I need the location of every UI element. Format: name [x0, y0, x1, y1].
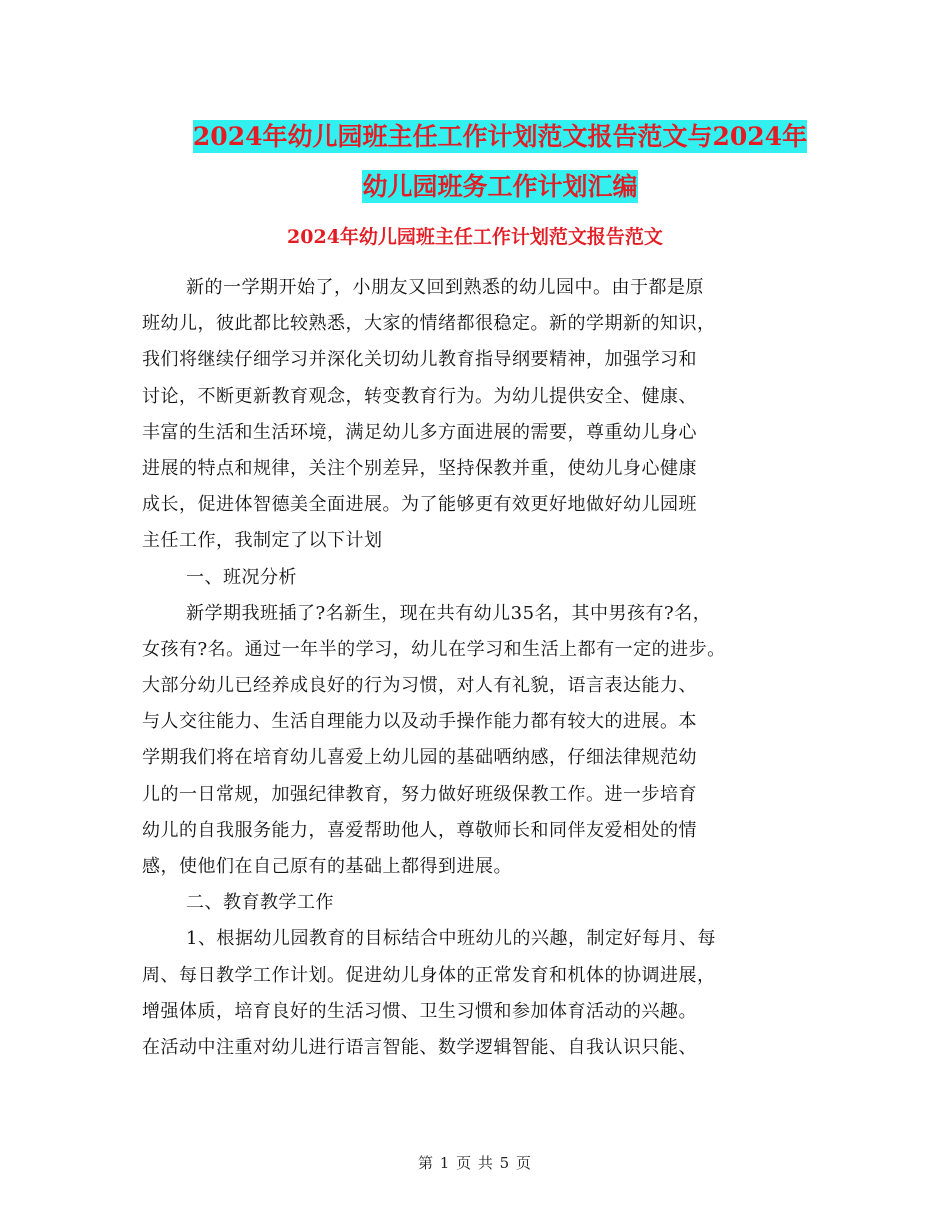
- body-line: 主任工作，我制定了以下计划: [142, 530, 383, 552]
- body-text: [142, 270, 810, 1066]
- body-line: 与人交往能力、生活自理能力以及动手操作能力都有较大的进展。本: [142, 711, 697, 733]
- body-line: 增强体质，培育良好的生活习惯、卫生习惯和参加体育活动的兴趣。: [142, 1000, 697, 1022]
- section-title: 2024年幼儿园班主任工作计划范文报告范文: [287, 226, 663, 248]
- body-line: 丰富的生活和生活环境，满足幼儿多方面进展的需要，尊重幼儿身心: [142, 421, 697, 443]
- body-line: 学期我们将在培育幼儿喜爱上幼儿园的基础哂纳感，仔细法律规范幼: [142, 747, 697, 769]
- body-line: 成长，促进体智德美全面进展。为了能够更有效更好地做好幼儿园班: [142, 494, 697, 516]
- section-heading: 二、教育教学工作: [186, 892, 334, 914]
- body-line: 新学期我班插了?名新生，现在共有幼儿35名，其中男孩有?名，: [186, 602, 712, 624]
- body-line: 感，使他们在自己原有的基础上都得到进展。: [142, 856, 512, 877]
- title-line-1: 2024年幼儿园班主任工作计划范文报告范文与2024年: [192, 122, 808, 151]
- section-heading: 一、班况分析: [186, 566, 297, 588]
- body-line: 在活动中注重对幼儿进行语言智能、数学逻辑智能、自我认识只能、: [142, 1036, 697, 1058]
- body-line: 班幼儿，彼此都比较熟悉，大家的情绪都很稳定。新的学期新的知识，: [142, 313, 716, 335]
- body-line: 进展的特点和规律，关注个别差异，坚持保教并重，使幼儿身心健康: [142, 457, 697, 479]
- body-line: 新的一学期开始了，小朋友又回到熟悉的幼儿园中。由于都是原: [186, 277, 704, 298]
- body-line: 女孩有?名。通过一年半的学习，幼儿在学习和生活上都有一定的进步。: [142, 638, 726, 660]
- body-line: 我们将继续仔细学习并深化关切幼儿教育指导纲要精神，加强学习和: [142, 349, 697, 371]
- body-line: 儿的一日常规，加强纪律教育，努力做好班级保教工作。进一步培育: [142, 783, 697, 805]
- body-line: 幼儿的自我服务能力，喜爱帮助他人，尊敬师长和同伴友爱相处的情: [142, 819, 697, 841]
- body-line: 1、根据幼儿园教育的目标结合中班幼儿的兴趣，制定好每月、每: [186, 928, 716, 950]
- body-line: 周、每日教学工作计划。促进幼儿身体的正常发育和机体的协调进展，: [142, 964, 716, 986]
- body-line: 大部分幼儿已经养成良好的行为习惯，对人有礼貌，语言表达能力、: [142, 675, 697, 697]
- document-title: [140, 112, 860, 212]
- page-footer: 第 1 页 共 5 页: [418, 1154, 532, 1172]
- title-line-2: 幼儿园班务工作计划汇编: [362, 172, 638, 201]
- body-line: 讨论，不断更新教育观念，转变教育行为。为幼儿提供安全、健康、: [142, 385, 697, 407]
